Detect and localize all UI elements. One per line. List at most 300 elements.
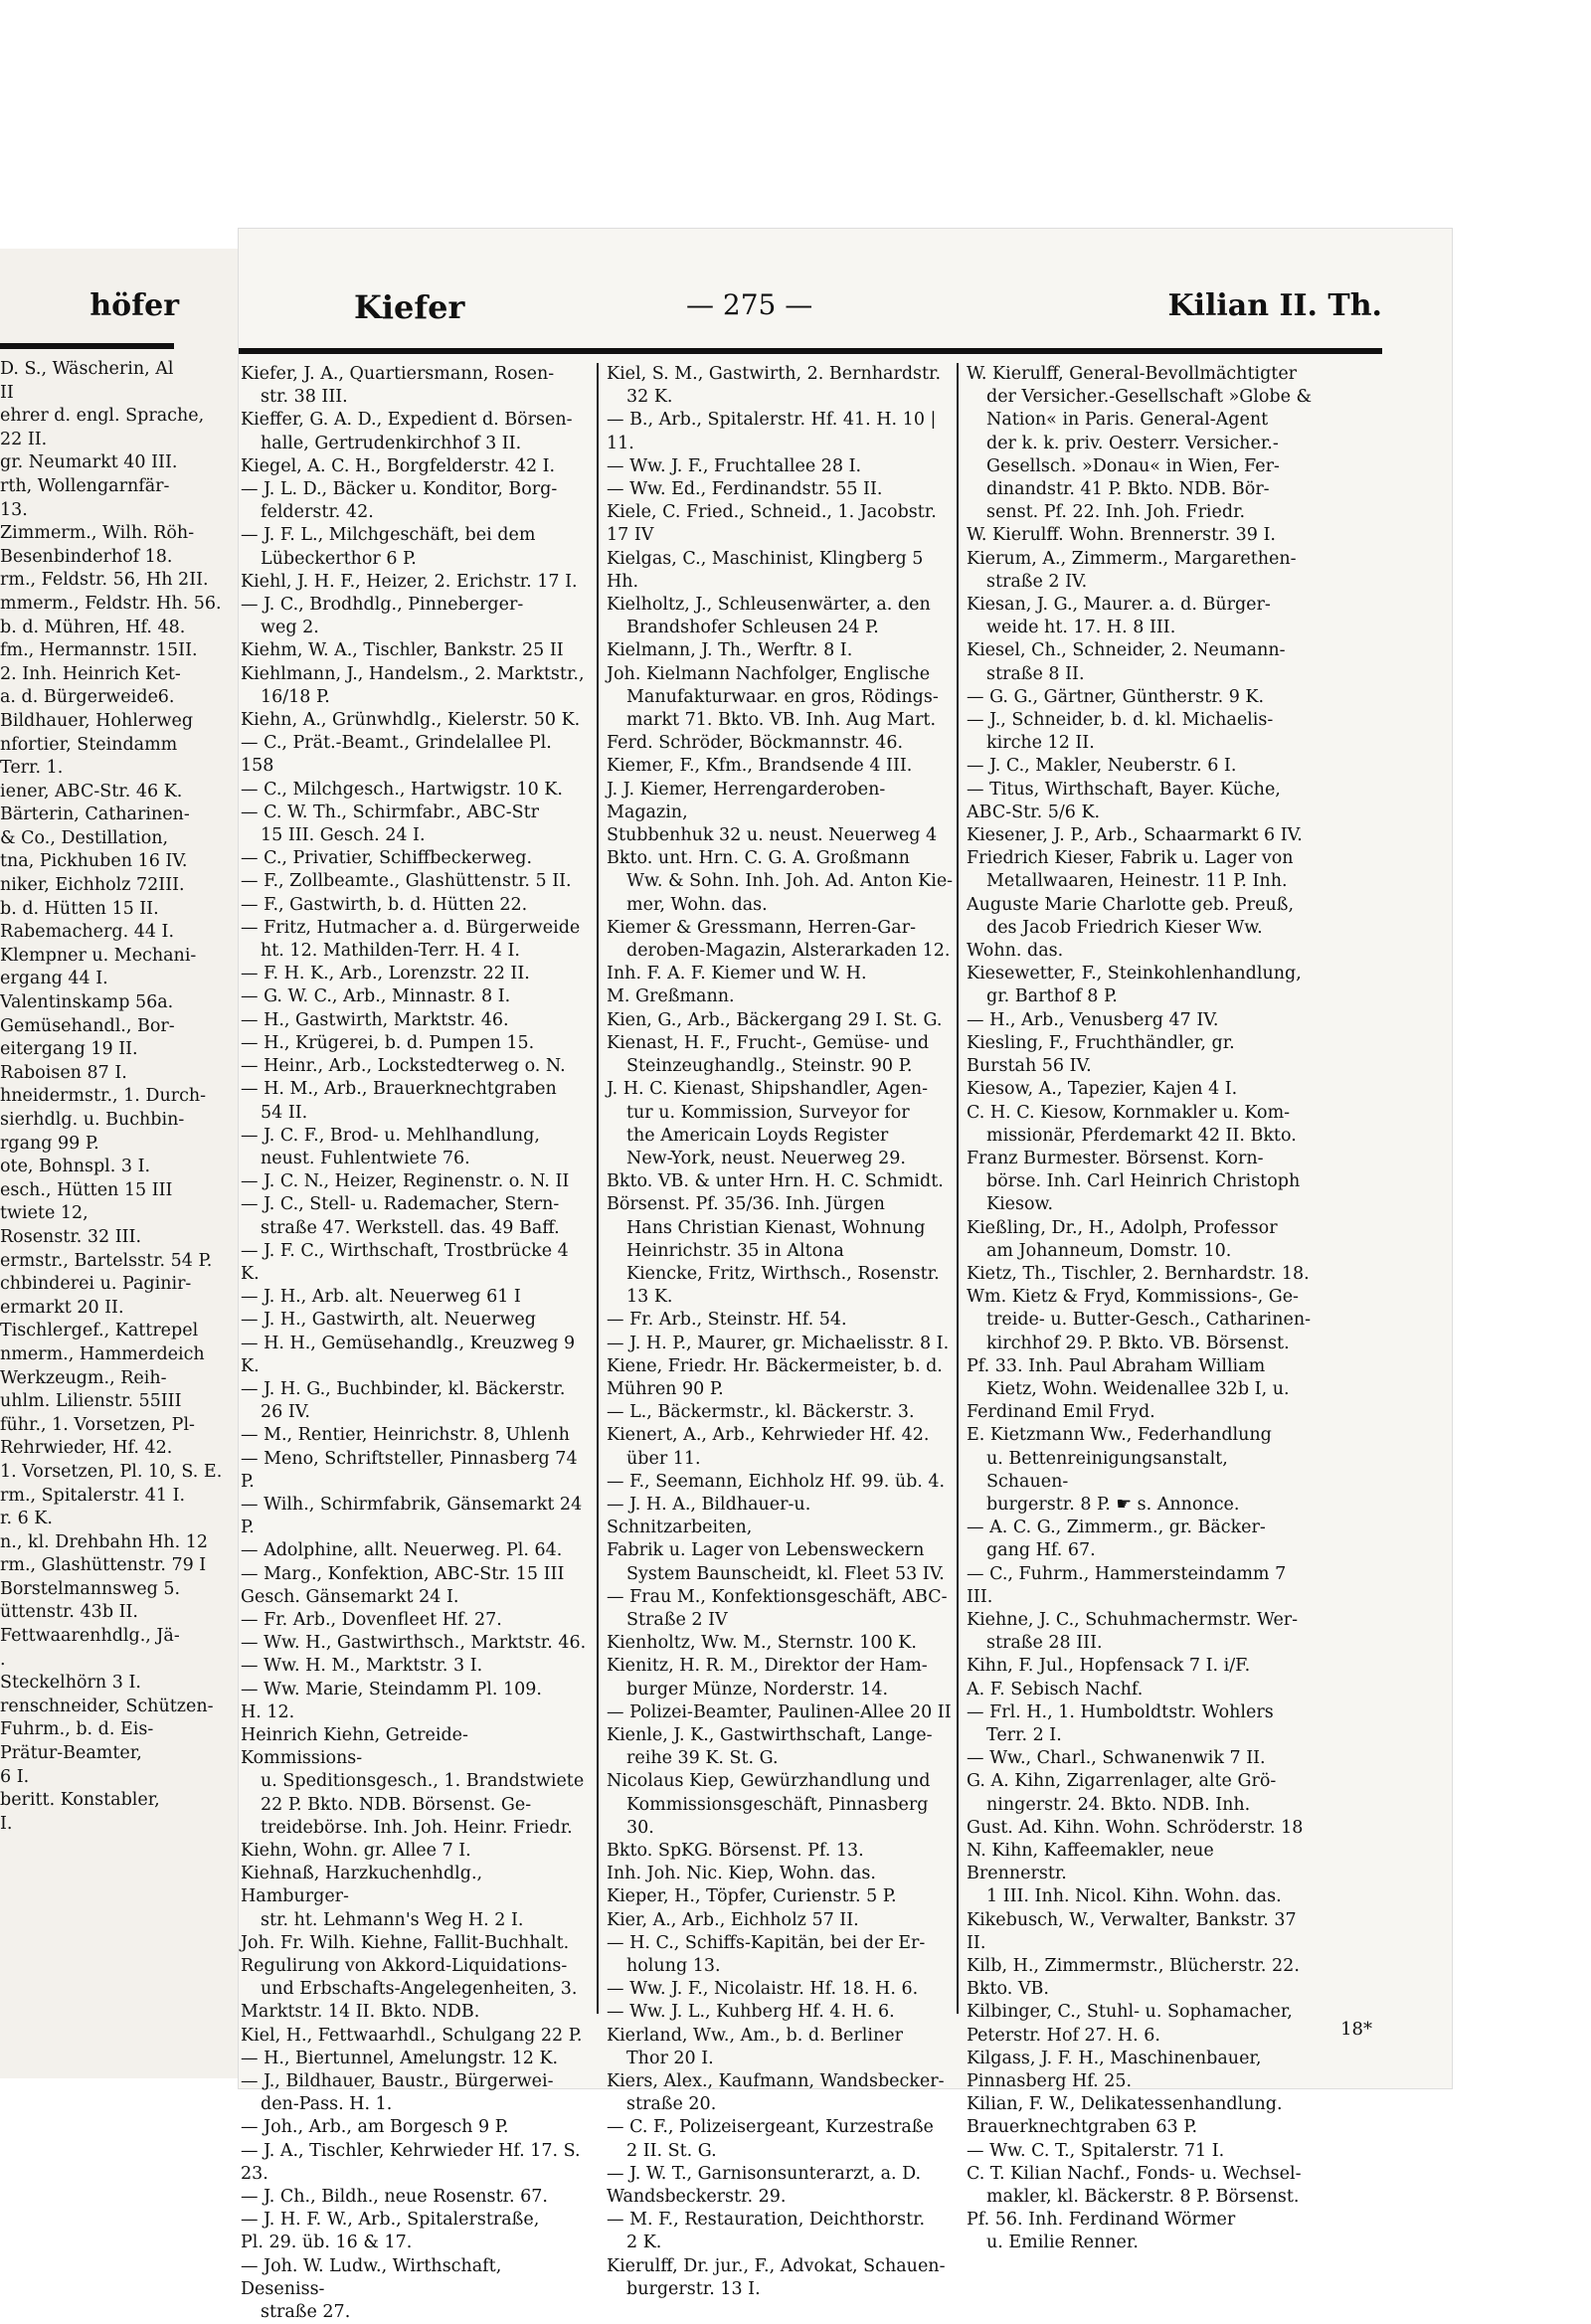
directory-line: C. T. Kilian Nachf., Fonds- u. Wechsel- [967, 2163, 1302, 2184]
directory-line: Nicolaus Kiep, Gewürzhandlung und [607, 1771, 931, 1792]
directory-line: New-York, neust. Neuerweg 29. [626, 1148, 906, 1168]
directory-line: Kiers, Alex., Kaufmann, Wandsbecker- [607, 2071, 945, 2092]
left-page-line: Besenbinderhof 18. [0, 546, 173, 567]
directory-line: J. H. C. Kienast, Shipshandler, Agen- [607, 1079, 929, 1100]
directory-line: 16/18 P. [261, 686, 330, 707]
directory-line: — Ww. Ed., Ferdinandstr. 55 II. [607, 479, 883, 500]
left-page-line: ermarkt 20 II. [0, 1297, 124, 1318]
directory-line: Auguste Marie Charlotte geb. Preuß, [967, 894, 1295, 915]
directory-line: Kiesener, J. P., Arb., Schaarmarkt 6 IV. [967, 825, 1303, 846]
left-page-line: . [0, 1649, 6, 1670]
directory-line: weide ht. 17. H. 8 III. [986, 618, 1176, 638]
directory-line: Kiehn, Wohn. gr. Allee 7 I. [241, 1841, 471, 1861]
directory-line: Metallwaaren, Heinestr. 11 P. Inh. [986, 871, 1288, 892]
directory-line: Bkto. unt. Hrn. C. G. A. Großmann [607, 848, 910, 869]
directory-line: — C., Milchgesch., Hartwigstr. 10 K. [241, 779, 563, 800]
directory-line: Wandsbeckerstr. 29. [607, 2187, 787, 2208]
directory-line: Kieper, H., Töpfer, Curienstr. 5 P. [607, 1886, 897, 1907]
directory-line: Börsenst. Pf. 35/36. Inh. Jürgen [607, 1194, 885, 1215]
directory-line: Fabrik u. Lager von Lebensweckern [607, 1540, 925, 1561]
directory-line: — Ww. Marie, Steindamm Pl. 109. [241, 1679, 542, 1699]
directory-line: Kiehn, A., Grünwhdlg., Kielerstr. 50 K. [241, 710, 581, 731]
left-page-line: Valentinskamp 56a. [0, 992, 174, 1013]
left-page-line: mmerm., Feldstr. Hh. 56. [0, 593, 222, 614]
directory-line: — Ww. J. F., Nicolaistr. Hf. 18. H. 6. [607, 1979, 919, 2000]
directory-line: — Ww. H. M., Marktstr. 3 I. [241, 1656, 483, 1677]
directory-line: — H. H., Gemüsehandlg., Kreuzweg 9 K. [241, 1333, 576, 1376]
directory-line: neust. Fuhlentwiete 76. [261, 1148, 470, 1168]
left-page-lines [0, 358, 239, 1836]
directory-line: — J. A., Tischler, Kehrwieder Hf. 17. S. 23. [241, 2140, 581, 2184]
left-page-line: rm., Spitalerstr. 41 I. [0, 1485, 186, 1506]
left-page-line: 13. [0, 499, 28, 520]
directory-line: Heinrich Kiehn, Getreide-Kommissions- [241, 1724, 468, 1769]
directory-line: Kier, A., Arb., Eichholz 57 II. [607, 1909, 859, 1930]
directory-line: Kiesow, A., Tapezier, Kajen 4 I. [967, 1079, 1238, 1100]
directory-line: — Marg., Konfektion, ABC-Str. 15 III [241, 1563, 565, 1584]
directory-line: Gesellsch. »Donau« in Wien, Fer- [986, 455, 1280, 476]
directory-line: Regulirung von Akkord-Liquidations- [241, 1956, 568, 1977]
directory-line: Marktstr. 14 II. Bkto. NDB. [241, 2002, 480, 2023]
directory-line: Pf. 33. Inh. Paul Abraham William [967, 1355, 1266, 1376]
left-page-line: Fettwaarenhdlg., Jä- [0, 1626, 180, 1647]
directory-line: Kiemer & Gressmann, Herren-Gar- [607, 917, 916, 938]
directory-line: Kien, G., Arb., Bäckergang 29 I. St. G. [607, 1009, 943, 1030]
directory-line: — Joh. W. Ludw., Wirthschaft, Deseniss- [241, 2255, 502, 2299]
directory-line: A. F. Sebisch Nachf. [967, 1679, 1144, 1699]
left-page-line: rm., Feldstr. 56, Hh 2II. [0, 570, 209, 591]
directory-line: u. Speditionsgesch., 1. Brandstwiete [261, 1771, 585, 1792]
directory-line: Kiesewetter, F., Steinkohlenhandlung, [967, 964, 1302, 984]
directory-line: und Erbschafts-Angelegenheiten, 3. [261, 1979, 578, 2000]
directory-line: H. 12. [241, 1701, 295, 1722]
directory-line: — Polizei-Beamter, Paulinen-Allee 20 II [607, 1701, 952, 1722]
directory-line: Kikebusch, W., Verwalter, Bankstr. 37 II. [967, 1909, 1297, 1953]
directory-line: Kienle, J. K., Gastwirthschaft, Lange- [607, 1724, 933, 1745]
left-page-line: uhlm. Lilienstr. 55III [0, 1391, 182, 1412]
left-page-line: ehrer d. engl. Sprache, [0, 406, 205, 427]
directory-line: über 11. [626, 1448, 701, 1469]
page-number: — 275 — [686, 288, 813, 321]
directory-line: str. 38 III. [261, 387, 348, 408]
directory-line: J. J. Kiemer, Herrengarderoben-Magazin, [607, 779, 886, 822]
directory-line: markt 71. Bkto. VB. Inh. Aug Mart. [626, 710, 937, 731]
left-page-line: Raboisen 87 I. [0, 1062, 127, 1083]
directory-line: Brauerknechtgraben 63 P. [967, 2117, 1198, 2138]
directory-line: — M. F., Restauration, Deichthorstr. [607, 2210, 926, 2231]
directory-line: — J. C. N., Heizer, Reginenstr. o. N. II [241, 1171, 570, 1192]
left-page-line: tna, Pickhuben 16 IV. [0, 851, 188, 872]
column-3 [957, 363, 1315, 2253]
directory-line: Wm. Kietz & Fryd, Kommissions-, Ge- [967, 1287, 1299, 1308]
directory-line: Wohn. das. [967, 941, 1064, 962]
left-page-line: Tischlergef., Kattrepel [0, 1321, 199, 1341]
directory-line: — Fritz, Hutmacher a. d. Bürgerweide [241, 917, 581, 938]
left-page-line: gr. Neumarkt 40 III. [0, 452, 178, 473]
directory-line: tur u. Kommission, Surveyor for [626, 1102, 910, 1123]
directory-line: deroben-Magazin, Alsterarkaden 12. [626, 941, 951, 962]
left-page-line: 22 II. [0, 429, 48, 449]
directory-line: — J. Ch., Bildh., neue Rosenstr. 67. [241, 2187, 548, 2208]
directory-line: Kiesan, J. G., Maurer. a. d. Bürger- [967, 595, 1271, 616]
directory-line: ningerstr. 24. Bkto. NDB. Inh. [986, 1794, 1251, 1815]
directory-line: Kiesow. [986, 1194, 1054, 1215]
directory-line: Inh. Joh. Nic. Kiep, Wohn. das. [607, 1864, 876, 1884]
directory-line: straße 47. Werkstell. das. 49 Baff. [261, 1217, 560, 1238]
directory-line: burgerstr. 13 I. [626, 2278, 761, 2299]
left-page-line: esch., Hütten 15 III [0, 1179, 173, 1200]
left-page-line: Klempner u. Mechani- [0, 945, 197, 966]
directory-line: Straße 2 IV [626, 1609, 728, 1630]
directory-line: Kiehl, J. H. F., Heizer, 2. Erichstr. 17 I. [241, 571, 578, 592]
left-page-line: II [0, 382, 14, 403]
directory-line: Pinnasberg Hf. 25. [967, 2071, 1133, 2092]
directory-line: Kiesel, Ch., Schneider, 2. Neumann- [967, 640, 1286, 661]
directory-line: u. Bettenreinigungsanstalt, Schauen- [986, 1448, 1228, 1492]
directory-line: C. H. C. Kiesow, Kornmakler u. Kom- [967, 1102, 1291, 1123]
directory-line: Burstah 56 IV. [967, 1056, 1092, 1077]
directory-line: — C., Prät.-Beamt., Grindelallee Pl. 158 [241, 733, 552, 777]
directory-line: Hans Christian Kienast, Wohnung [626, 1217, 926, 1238]
directory-line: Manufakturwaar. en gros, Rödings- [626, 686, 939, 707]
directory-line: Kilgass, J. F. H., Maschinenbauer, [967, 2048, 1262, 2068]
left-page-line: Bärterin, Catharinen- [0, 804, 190, 825]
directory-line: — L., Bäckermstr., kl. Bäckerstr. 3. [607, 1402, 915, 1423]
left-page-line: fm., Hermannstr. 15II. [0, 640, 198, 661]
directory-line: den-Pass. H. 1. [261, 2094, 393, 2115]
directory-line: senst. Pf. 22. Inh. Joh. Friedr. [986, 502, 1246, 523]
directory-line: weg 2. [261, 618, 319, 638]
left-page-line: nfortier, Steindamm [0, 734, 178, 755]
left-page-line: ermstr., Bartelsstr. 54 P. [0, 1250, 213, 1271]
directory-line: Kiehne, J. C., Schuhmachermstr. Wer- [967, 1609, 1299, 1630]
directory-line: — A. C. G., Zimmerm., gr. Bäcker- [967, 1518, 1266, 1538]
directory-line: kirchhof 29. P. Bkto. VB. Börsenst. [986, 1333, 1290, 1353]
directory-line: reihe 39 K. St. G. [626, 1748, 779, 1769]
directory-line: — F., Zollbeamte., Glashüttenstr. 5 II. [241, 871, 572, 892]
directory-line: kirche 12 II. [986, 733, 1095, 754]
directory-line: — B., Arb., Spitalerstr. Hf. 41. H. 10 | 11. [607, 410, 937, 453]
directory-line: — J., Bildhauer, Baustr., Bürgerwei- [241, 2071, 554, 2092]
directory-line: Bkto. VB. & unter Hrn. H. C. Schmidt. [607, 1171, 944, 1192]
left-page-line: b. d. Mühren, Hf. 48. [0, 617, 186, 637]
directory-line: Ferd. Schröder, Böckmannstr. 46. [607, 733, 904, 754]
directory-line: — H. M., Arb., Brauerknechtgraben [241, 1079, 557, 1100]
directory-line: Kienast, H. F., Frucht-, Gemüse- und [607, 1032, 930, 1053]
directory-line: — F., Gastwirth, b. d. Hütten 22. [241, 894, 528, 915]
left-page-line: & Co., Destillation, [0, 827, 169, 848]
directory-line: der Versicher.-Gesellschaft »Globe & [986, 387, 1313, 408]
directory-line: Kommissionsgeschäft, Pinnasberg 30. [626, 1794, 929, 1838]
directory-line: G. A. Kihn, Zigarrenlager, alte Grö- [967, 1771, 1277, 1792]
left-page-line: Terr. 1. [0, 758, 64, 779]
left-page-line: 1. Vorsetzen, Pl. 10, S. E. [0, 1461, 223, 1482]
left-page-line: sierhdlg. u. Buchbin- [0, 1110, 185, 1130]
directory-line: 2 II. St. G. [626, 2140, 717, 2161]
directory-line: straße 28 III. [986, 1633, 1103, 1654]
directory-line: 15 III. Gesch. 24 I. [261, 825, 426, 846]
directory-line: Kierland, Ww., Am., b. d. Berliner [607, 2025, 903, 2046]
directory-line: M. Greßmann. [607, 986, 735, 1007]
directory-line: Kielholtz, J., Schleusenwärter, a. den [607, 595, 931, 616]
left-page-line: Rabemacherg. 44 I. [0, 922, 175, 943]
directory-line: Stubbenhuk 32 u. neust. Neuerweg 4 [607, 825, 938, 846]
directory-line: Kiehm, W. A., Tischler, Bankstr. 25 II [241, 640, 564, 661]
directory-line: Franz Burmester. Börsenst. Korn- [967, 1148, 1264, 1168]
left-page-line: a. d. Bürgerweide6. [0, 687, 175, 708]
directory-line: Kihn, F. Jul., Hopfensack 7 I. i/F. [967, 1656, 1251, 1677]
directory-line: Kienholtz, Ww. M., Sternstr. 100 K. [607, 1633, 917, 1654]
directory-line: — H., Biertunnel, Amelungstr. 12 K. [241, 2048, 559, 2068]
left-page-line: führ., 1. Vorsetzen, Pl- [0, 1414, 195, 1435]
directory-line: makler, kl. Bäckerstr. 8 P. Börsenst. [986, 2187, 1300, 2208]
directory-line: straße 20. [626, 2094, 717, 2115]
directory-line: W. Kierulff, General-Bevollmächtigter [967, 364, 1298, 384]
directory-line: System Baunscheidt, kl. Fleet 53 IV. [626, 1563, 945, 1584]
directory-line: — J. F. L., Milchgeschäft, bei dem [241, 525, 536, 546]
left-page-line: Zimmerm., Wilh. Röh- [0, 523, 195, 544]
directory-line: ABC-Str. 5/6 K. [967, 802, 1101, 822]
directory-line: Kiesling, F., Fruchthändler, gr. [967, 1032, 1235, 1053]
left-page-line: Borstelmannsweg 5. [0, 1578, 181, 1599]
directory-line: Bkto. VB. [967, 1979, 1049, 2000]
directory-line: börse. Inh. Carl Heinrich Christoph [986, 1171, 1301, 1192]
directory-line: Thor 20 I. [626, 2048, 714, 2068]
directory-line: — Fr. Arb., Steinstr. Hf. 54. [607, 1310, 847, 1331]
directory-line: 22 P. Bkto. NDB. Börsenst. Ge- [261, 1794, 532, 1815]
header-rule [239, 348, 1382, 354]
directory-line: Kiehnaß, Harzkuchenhdlg., Hamburger- [241, 1864, 483, 1907]
directory-line: Inh. F. A. F. Kiemer und W. H. [607, 964, 867, 984]
left-page-line: twiete 12, [0, 1203, 88, 1224]
directory-line: Kießling, Dr., H., Adolph, Professor [967, 1217, 1278, 1238]
left-facing-page [0, 249, 242, 2078]
directory-line: Bkto. SpKG. Börsenst. Pf. 13. [607, 1841, 864, 1861]
directory-line: — J. W. T., Garnisonsunterarzt, a. D. [607, 2163, 922, 2184]
directory-line: Gust. Ad. Kihn. Wohn. Schröderstr. 18 [967, 1817, 1304, 1838]
left-page-rule [0, 343, 174, 349]
directory-line: — G. G., Gärtner, Güntherstr. 9 K. [967, 686, 1265, 707]
directory-line: — Fr. Arb., Dovenfleet Hf. 27. [241, 1609, 502, 1630]
left-page-line: ote, Bohnspl. 3 I. [0, 1157, 151, 1177]
directory-line: Kilian, F. W., Delikatessenhandlung. [967, 2094, 1283, 2115]
left-page-line: niker, Eichholz 72III. [0, 875, 185, 896]
directory-line: mer, Wohn. das. [626, 894, 768, 915]
directory-line: Kiene, Friedr. Hr. Bäckermeister, b. d. [607, 1355, 943, 1376]
directory-line: halle, Gertrudenkirchhof 3 II. [261, 433, 522, 453]
left-page-line: Gemüsehandl., Bor- [0, 1015, 175, 1036]
left-page-line: Prätur-Beamter, [0, 1743, 142, 1764]
left-page-line: rth, Wollengarnfär- [0, 475, 170, 496]
directory-line: — Ww. C. T., Spitalerstr. 71 I. [967, 2140, 1225, 2161]
directory-line: felderstr. 42. [261, 502, 374, 523]
directory-line: W. Kierulff. Wohn. Brennerstr. 39 I. [967, 525, 1276, 546]
header-left-keyword: Kiefer [354, 288, 465, 326]
directory-line: — G. W. C., Arb., Minnastr. 8 I. [241, 986, 511, 1007]
directory-line: — Meno, Schriftsteller, Pinnasberg 74 P. [241, 1448, 578, 1492]
directory-line: Heinrichstr. 35 in Altona [626, 1240, 844, 1261]
directory-line: Steinzeughandlg., Steinstr. 90 P. [626, 1056, 913, 1077]
directory-page [239, 229, 1452, 2323]
directory-line: Kiel, H., Fettwaarhdl., Schulgang 22 P. [241, 2025, 583, 2046]
directory-line: str. ht. Lehmann's Weg H. 2 I. [261, 1909, 524, 1930]
directory-line: — Ww., Charl., Schwanenwik 7 II. [967, 1748, 1266, 1769]
directory-line: — J. F. C., Wirthschaft, Trostbrücke 4 K. [241, 1240, 569, 1284]
directory-line: Kiemer, F., Kfm., Brandsende 4 III. [607, 756, 913, 777]
left-page-line: 2. Inh. Heinrich Ket- [0, 663, 181, 684]
directory-line: — J. H. P., Maurer, gr. Michaelisstr. 8 I. [607, 1333, 950, 1353]
directory-line: straße 8 II. [986, 663, 1085, 684]
directory-line: gr. Barthof 8 P. [986, 986, 1118, 1007]
left-page-line: beritt. Konstabler, [0, 1790, 160, 1811]
directory-line: — J. H., Arb. alt. Neuerweg 61 I [241, 1287, 521, 1308]
directory-line: Kietz, Th., Tischler, 2. Bernhardstr. 18. [967, 1263, 1310, 1284]
directory-line: straße 2 IV. [986, 571, 1088, 592]
directory-line: straße 27. [261, 2302, 351, 2323]
directory-line: — J. C., Stell- u. Rademacher, Stern- [241, 1194, 560, 1215]
directory-line: ht. 12. Mathilden-Terr. H. 4 I. [261, 941, 520, 962]
directory-line: — J. H. A., Bildhauer-u. Schnitzarbeiten, [607, 1494, 811, 1538]
directory-line: — Ww. J. L., Kuhberg Hf. 4. H. 6. [607, 2002, 895, 2023]
directory-line: Kiel, S. M., Gastwirth, 2. Bernhardstr. [607, 364, 942, 384]
directory-line: — F., Seemann, Eichholz Hf. 99. üb. 4. [607, 1471, 946, 1492]
column-1 [239, 363, 589, 2323]
left-page-line: Fuhrm., b. d. Eis- [0, 1719, 154, 1740]
left-page-line: ergang 44 I. [0, 969, 108, 989]
directory-line: Kilb, H., Zimmermstr., Blücherstr. 22. [967, 1956, 1300, 1977]
directory-line: gang Hf. 67. [986, 1540, 1096, 1561]
left-page-line: Bildhauer, Hohlerweg [0, 710, 194, 731]
directory-line: des Jacob Friedrich Kieser Ww. [986, 917, 1263, 938]
directory-line: Joh. Kielmann Nachfolger, Englische [607, 663, 931, 684]
directory-line: — C., Privatier, Schiffbeckerweg. [241, 848, 533, 869]
left-page-line: Steckelhörn 3 I. [0, 1673, 141, 1694]
directory-line: Lübeckerthor 6 P. [261, 548, 417, 569]
directory-line: Ferdinand Emil Fryd. [967, 1402, 1155, 1423]
directory-line: Kienitz, H. R. M., Direktor der Ham- [607, 1656, 928, 1677]
directory-line: — J., Schneider, b. d. kl. Michaelis- [967, 710, 1274, 731]
directory-line: Kilbinger, C., Stuhl- u. Sophamacher, [967, 2002, 1293, 2023]
left-page-line: üttenstr. 43b II. [0, 1602, 138, 1623]
directory-line: — Frl. H., 1. Humboldtstr. Wohlers [967, 1701, 1274, 1722]
directory-line: — F. H. K., Arb., Lorenzstr. 22 II. [241, 964, 530, 984]
directory-line: — J. C. F., Brod- u. Mehlhandlung, [241, 1125, 540, 1146]
directory-line: — H., Arb., Venusberg 47 IV. [967, 1009, 1219, 1030]
left-page-line: rgang 99 P. [0, 1133, 99, 1154]
left-page-line: I. [0, 1813, 13, 1834]
left-page-head: höfer [89, 288, 179, 323]
directory-line: Kiele, C. Fried., Schneid., 1. Jacobstr. 17 IV [607, 502, 937, 546]
directory-line: — Adolphine, allt. Neuerweg. Pl. 64. [241, 1540, 563, 1561]
directory-line: burger Münze, Norderstr. 14. [626, 1679, 889, 1699]
directory-line: — J. H., Gastwirth, alt. Neuerweg [241, 1310, 536, 1331]
directory-line: Nation« in Paris. General-Agent [986, 410, 1269, 431]
directory-line: Terr. 2 I. [986, 1724, 1062, 1745]
directory-line: — Ww. J. F., Fruchtallee 28 I. [607, 455, 862, 476]
directory-line: Kiencke, Fritz, Wirthsch., Rosenstr. 13 K. [626, 1263, 940, 1308]
left-page-line: b. d. Hütten 15 II. [0, 898, 159, 919]
directory-line: — C., Fuhrm., Hammersteindamm 7 III. [967, 1563, 1287, 1607]
left-page-line: renschneider, Schützen- [0, 1696, 214, 1716]
signature-mark: 18* [1340, 2019, 1372, 2040]
column-2 [597, 363, 955, 2299]
left-page-line: rm., Glashüttenstr. 79 I [0, 1555, 207, 1576]
directory-line: treide- u. Butter-Gesch., Catharinen- [986, 1310, 1312, 1331]
directory-line: — J. C., Makler, Neuberstr. 6 I. [967, 756, 1237, 777]
directory-line: — J. C., Brodhdlg., Pinneberger- [241, 595, 524, 616]
directory-line: — Heinr., Arb., Lockstedterweg o. N. [241, 1056, 566, 1077]
directory-line: Brandshofer Schleusen 24 P. [626, 618, 879, 638]
left-page-line: chbinderei u. Paginir- [0, 1274, 192, 1295]
left-page-line: n., kl. Drehbahn Hh. 12 [0, 1531, 208, 1552]
directory-line: Kielgas, C., Maschinist, Klingberg 5 Hh. [607, 548, 924, 592]
directory-line: — Ww. H., Gastwirthsch., Marktstr. 46. [241, 1633, 587, 1654]
left-page-line: 6 I. [0, 1766, 30, 1787]
directory-line: Joh. Fr. Wilh. Kiehne, Fallit-Buchhalt. [241, 1932, 570, 1953]
directory-line: Gesch. Gänsemarkt 24 I. [241, 1586, 459, 1607]
directory-line: — C. W. Th., Schirmfabr., ABC-Str [241, 802, 540, 822]
directory-line: — Wilh., Schirmfabrik, Gänsemarkt 24 P. [241, 1494, 583, 1538]
directory-line: — Titus, Wirthschaft, Bayer. Küche, [967, 779, 1281, 800]
header-right-keyword: Kilian II. Th. [1167, 288, 1382, 323]
directory-line: Kietz, Wohn. Weidenallee 32b I, u. [986, 1378, 1290, 1399]
directory-line: 32 K. [626, 387, 673, 408]
directory-line: Friedrich Kieser, Fabrik u. Lager von [967, 848, 1294, 869]
directory-line: am Johanneum, Domstr. 10. [986, 1240, 1232, 1261]
directory-line: — M., Rentier, Heinrichstr. 8, Uhlenh [241, 1425, 570, 1446]
directory-line: burgerstr. 8 P. ☛ s. Annonce. [986, 1494, 1240, 1515]
directory-line: Kienert, A., Arb., Kehrwieder Hf. 42. [607, 1425, 930, 1446]
directory-line: — J. H. G., Buchbinder, kl. Bäckerstr. [241, 1378, 566, 1399]
left-page-line: iener, ABC-Str. 46 K. [0, 781, 183, 802]
directory-line: dinandstr. 41 P. Bkto. NDB. Bör- [986, 479, 1270, 500]
directory-line: — J. H. F. W., Arb., Spitalerstraße, [241, 2210, 540, 2231]
directory-line: the Americain Loyds Register [626, 1125, 889, 1146]
directory-line: — H., Krügerei, b. d. Pumpen 15. [241, 1032, 535, 1053]
directory-line: 2 K. [626, 2233, 662, 2253]
directory-line: Kiegel, A. C. H., Borgfelderstr. 42 I. [241, 455, 556, 476]
directory-line: — Joh., Arb., am Borgesch 9 P. [241, 2117, 509, 2138]
left-page-line: hneidermstr., 1. Durch- [0, 1086, 207, 1107]
left-page-line: D. S., Wäscherin, Al [0, 359, 174, 379]
directory-line: — J. L. D., Bäcker u. Konditor, Borg- [241, 479, 558, 500]
directory-line: Kierum, A., Zimmerm., Margarethen- [967, 548, 1297, 569]
directory-line: Pl. 29. üb. 16 & 17. [241, 2233, 413, 2253]
directory-line: 54 II. [261, 1102, 308, 1123]
left-page-line: r. 6 K. [0, 1509, 53, 1529]
left-page-line: eitergang 19 II. [0, 1039, 138, 1060]
directory-line: missionär, Pferdemarkt 42 II. Bkto. [986, 1125, 1297, 1146]
directory-line: 1 III. Inh. Nicol. Kihn. Wohn. das. [986, 1886, 1282, 1907]
directory-line: N. Kihn, Kaffeemakler, neue Brennerstr. [967, 1841, 1214, 1884]
left-page-line: Werkzeugm., Reih- [0, 1367, 167, 1388]
directory-line: E. Kietzmann Ww., Federhandlung [967, 1425, 1272, 1446]
directory-line: Peterstr. Hof 27. H. 6. [967, 2025, 1160, 2046]
directory-line: — H., Gastwirth, Marktstr. 46. [241, 1009, 509, 1030]
directory-line: Ww. & Sohn. Inh. Joh. Ad. Anton Kie- [626, 871, 954, 892]
directory-line: Pf. 56. Inh. Ferdinand Wörmer [967, 2210, 1236, 2231]
left-page-line: nmerm., Hammerdeich [0, 1343, 205, 1364]
directory-line: Kielmann, J. Th., Werftr. 8 I. [607, 640, 853, 661]
directory-line: treidebörse. Inh. Joh. Heinr. Friedr. [261, 1817, 573, 1838]
directory-line: Kierulff, Dr. jur., F., Advokat, Schauen- [607, 2255, 946, 2276]
directory-line: u. Emilie Renner. [986, 2233, 1139, 2253]
directory-line: — Frau M., Konfektionsgeschäft, ABC- [607, 1586, 948, 1607]
directory-line: Kiehlmann, J., Handelsm., 2. Marktstr., [241, 663, 585, 684]
directory-line: — H. C., Schiffs-Kapitän, bei der Er- [607, 1932, 926, 1953]
page-header [239, 288, 1452, 334]
directory-line: — C. F., Polizeisergeant, Kurzestraße [607, 2117, 934, 2138]
